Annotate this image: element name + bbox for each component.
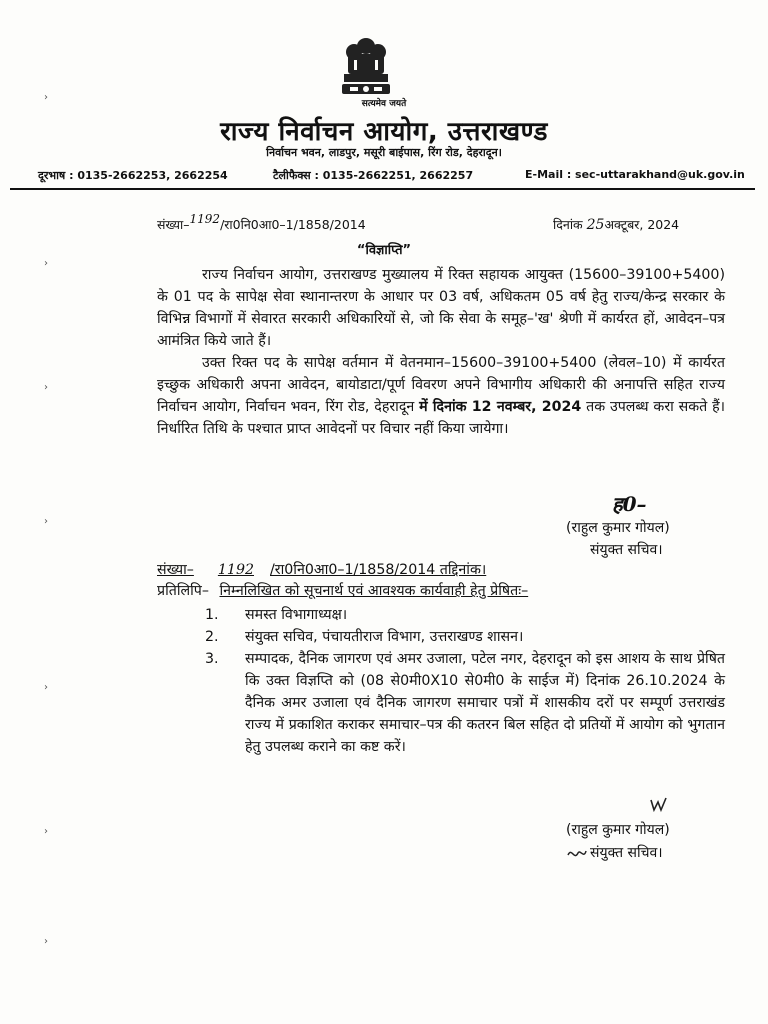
header-divider (10, 188, 755, 190)
email-address: E-Mail : sec-uttarakhand@uk.gov.in (525, 168, 745, 181)
signature-mark: ह0– (612, 492, 647, 516)
margin-mark: › (44, 92, 48, 103)
initials-scribble-icon (648, 796, 670, 818)
distribution-list (205, 604, 725, 758)
notice-paragraph-2: उक्त रिक्त पद के सापेक्ष वर्तमान में वेतनमान–15600–39100+5400 (लेवल–10) में कार्यरत इच्छुक अधिकारी अपना आवेदन, बायोडाटा/पूर्ण विवरण अपने विभागीय अधिकारी की अनापत्ति सहित राज्य निर्वाचन आयोग, निर्वाचन भवन, रिंग रोड, देहरादून में दिनांक 12 नवम्बर, 2024 तक उपलब्ध करा सकते हैं। निर्धारित तिथि के पश्चात प्राप्त आवेदनों पर विचार नहीं किया जायेगा। (157, 355, 725, 437)
organization-name: राज्य निर्वाचन आयोग, उत्तराखण्ड (220, 117, 548, 147)
fax-numbers: टैलीफैक्स : 0135-2662251, 2662257 (273, 169, 474, 182)
handwritten-copy-ref-number: 1192 (217, 562, 254, 578)
margin-mark: › (44, 258, 48, 269)
reference-date: दिनांक 25अक्टूबर, 2024 (553, 217, 680, 233)
initials-scribble-icon (566, 845, 588, 863)
margin-mark: › (44, 382, 48, 393)
margin-mark: › (44, 936, 48, 947)
signatory-name: (राहुल कुमार गोयल) (566, 520, 670, 536)
copy-heading: प्रतिलिपि– निम्नलिखित को सूचनार्थ एवं आवश्यक कार्यवाही हेतु प्रेषितः– (157, 583, 529, 599)
copy-reference: संख्या– 1192 /रा0नि0आ0–1/1858/2014 तद्दिनांक। (157, 562, 487, 578)
national-emblem-icon (334, 34, 398, 104)
signatory-name-2: (राहुल कुमार गोयल) (566, 822, 670, 838)
organization-address: निर्वाचन भवन, लाडपुर, मसूरी बाईपास, रिंग रोड, देहरादून। (266, 146, 502, 159)
emblem-motto: सत्यमेव जयते (361, 99, 407, 109)
notice-body (157, 264, 725, 440)
handwritten-date-day: 25 (586, 217, 605, 233)
reference-number: संख्या–1192/रा0नि0आ0–1/1858/2014 (157, 212, 366, 232)
handwritten-ref-number: 1192 (189, 212, 221, 226)
list-item: 3. सम्पादक, दैनिक जागरण एवं अमर उजाला, पटेल नगर, देहरादून को इस आशय के साथ प्रेषित कि उक्त विज्ञप्ति को (08 से0मी0X10 से0मी0 के साईज में) दिनांक 26.10.2024 के दैनिक अमर उजाला एवं दैनिक जागरण समाचार पत्रों में शासकीय दरों पर सम्पूर्ण उत्तराखंड राज्य में प्रकाशित कराकर समाचार–पत्र की कतरन बिल सहित दो प्रतियों में आयोग को भुगतान हेतु उपलब्ध कराने का कष्ट करें। (205, 651, 725, 755)
list-item: 2. संयुक्त सचिव, पंचायतीराज विभाग, उत्तराखण्ड शासन। (205, 629, 524, 645)
signatory-designation: संयुक्त सचिव। (590, 542, 663, 558)
signatory-designation-2: संयुक्त सचिव। (590, 845, 663, 861)
notice-paragraph-1: राज्य निर्वाचन आयोग, उत्तराखण्ड मुख्यालय में रिक्त सहायक आयुक्त (15600–39100+5400) के 01 पद के सापेक्ष सेवा स्थानान्तरण के आधार पर 03 वर्ष, अधिकतम 05 वर्ष हेतु राज्य/केन्द्र सरकार के विभिन्न विभागों में सेवारत सरकारी अधिकारियों से, जो कि सेवा के समूह–'ख' श्रेणी में कार्यरत हों, आवेदन–पत्र आमंत्रित किये जाते हैं। (157, 267, 725, 349)
list-item: 1. समस्त विभागाध्यक्ष। (205, 607, 348, 623)
margin-mark: › (44, 826, 48, 837)
phone-numbers: दूरभाष : 0135-2662253, 2662254 (38, 169, 228, 182)
margin-mark: › (44, 516, 48, 527)
margin-mark: › (44, 682, 48, 693)
notice-title: “विज्ञाप्ति” (356, 243, 412, 258)
